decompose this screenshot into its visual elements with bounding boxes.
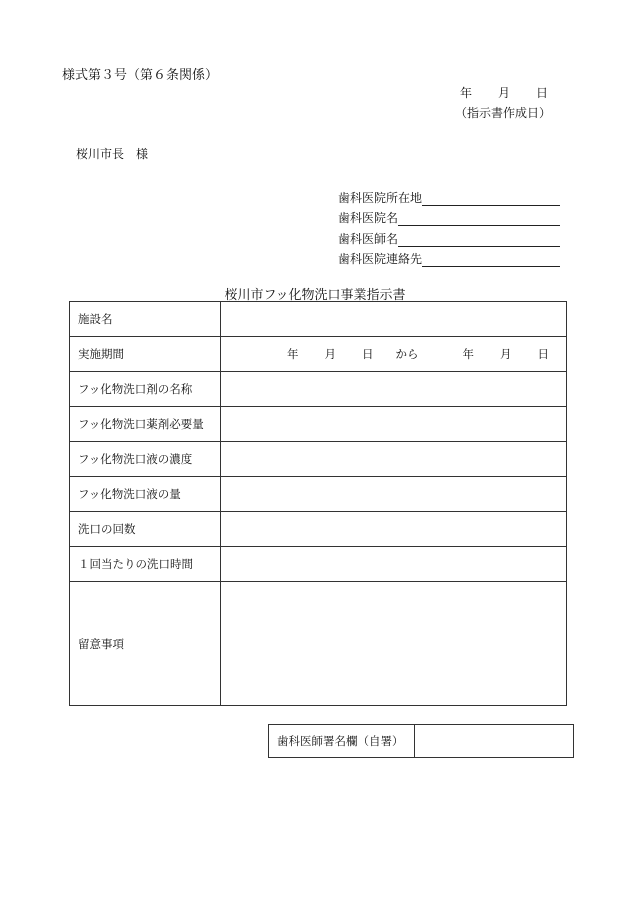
notes-label: 留意事項 [70,582,221,706]
table-row [70,372,567,407]
clinic-name-label: 歯科医院名 [338,211,399,225]
creation-date [460,84,548,101]
concentration-label: フッ化物洗口液の濃度 [70,442,221,477]
clinic-contact-field[interactable] [422,252,560,267]
signature-field[interactable] [415,725,574,758]
facility-field[interactable] [221,302,567,337]
doctor-name-row [338,226,560,247]
table-row [70,407,567,442]
concentration-field[interactable] [221,442,567,477]
clinic-name-row [338,206,560,227]
table-row [70,302,567,337]
addressee: 桜川市長 様 [76,147,149,161]
date-note: （指示書作成日） [455,106,552,120]
period-end-month: 月 [500,347,512,361]
liquid-amount-label: フッ化物洗口液の量 [70,477,221,512]
form-number: 様式第３号（第６条関係） [62,68,219,83]
period-field[interactable] [221,337,567,372]
clinic-address-label: 歯科医院所在地 [338,190,423,205]
doctor-name-label: 歯科医師名 [338,231,399,246]
rinse-duration-label: １回当たりの洗口時間 [70,547,221,582]
clinic-address-field[interactable] [422,191,560,206]
period-values [229,346,566,362]
rinse-count-label: 洗口の回数 [70,512,221,547]
agent-name-field[interactable] [221,372,567,407]
required-amount-label: フッ化物洗口薬剤必要量 [70,407,221,442]
table-row [70,512,567,547]
period-end-day: 日 [537,347,549,361]
period-kara: から [395,347,419,361]
clinic-contact-row [338,247,560,268]
doctor-name-field[interactable] [398,232,560,247]
period-label: 実施期間 [70,337,221,372]
clinic-contact-label: 歯科医院連絡先 [338,252,423,266]
period-start-day: 日 [362,347,374,361]
period-end-year: 年 [462,347,474,361]
clinic-name-field[interactable] [398,211,560,226]
period-start-year: 年 [287,347,299,361]
liquid-amount-field[interactable] [221,477,567,512]
table-row [70,547,567,582]
date-month: 月 [498,86,511,100]
table-row [269,725,574,758]
signature-label: 歯科医師署名欄（自署） [269,725,415,758]
dentist-info [338,185,560,267]
required-amount-field[interactable] [221,407,567,442]
facility-label: 施設名 [70,302,221,337]
notes-field[interactable] [221,582,567,706]
rinse-count-field[interactable] [221,512,567,547]
rinse-duration-field[interactable] [221,547,567,582]
clinic-address-row [338,185,560,206]
document-title: 桜川市フッ化物洗口事業指示書 [224,288,406,303]
date-day: 日 [536,86,549,100]
table-row [70,477,567,512]
period-start-month: 月 [324,347,336,361]
signature-table [268,724,574,758]
table-row [70,442,567,477]
agent-name-label: フッ化物洗口剤の名称 [70,372,221,407]
date-year: 年 [460,86,473,100]
table-row [70,582,567,706]
instruction-table [69,301,567,706]
table-row [70,337,567,372]
